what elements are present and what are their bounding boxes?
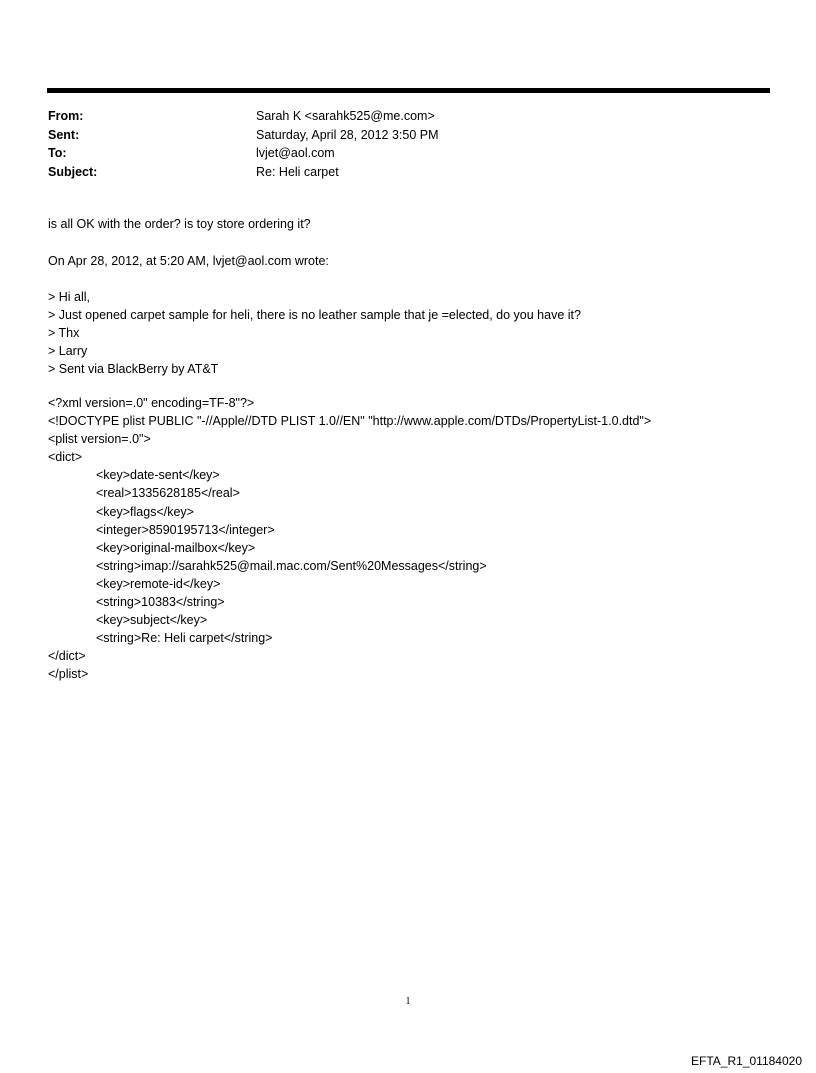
sent-row: [48, 126, 748, 145]
plist-entry: <key>subject</key>: [96, 613, 208, 628]
plist-entry: <string>imap://sarahk525@mail.mac.com/Sent%20Messages</string>: [96, 558, 487, 573]
dict-close: </dict>: [48, 649, 86, 664]
plist-entry: <string>10383</string>: [96, 595, 225, 610]
plist-block: [48, 394, 651, 684]
doctype-line: <!DOCTYPE plist PUBLIC "-//Apple//DTD PLIST 1.0//EN" "http://www.apple.com/DTDs/PropertyList-1.0.dtd">: [48, 414, 652, 429]
xml-declaration: <?xml version=.0" encoding=TF-8"?>: [48, 396, 255, 410]
from-value: Sarah K <sarahk525@me.com>: [256, 109, 435, 123]
to-row: [48, 144, 748, 163]
body-line-2: On Apr 28, 2012, at 5:20 AM, lvjet@aol.com wrote:: [48, 254, 329, 268]
plist-entry: <key>original-mailbox</key>: [96, 540, 256, 555]
body-line-1: is all OK with the order? is toy store ordering it?: [48, 217, 311, 231]
plist-close: </plist>: [48, 667, 89, 682]
quoted-line: > Larry: [48, 344, 88, 358]
page-number: 1: [405, 996, 411, 1007]
sent-value: Saturday, April 28, 2012 3:50 PM: [256, 127, 439, 142]
subject-row: [48, 163, 748, 182]
quoted-line: > Just opened carpet sample for heli, there is no leather sample that je =elected, do you have it?: [48, 308, 581, 322]
quoted-line: > Hi all,: [48, 290, 91, 304]
subject-value: Re: Heli carpet: [256, 164, 339, 179]
to-label: To:: [48, 146, 67, 160]
header-divider: [47, 88, 770, 93]
plist-entry: <key>remote-id</key>: [96, 576, 221, 591]
bates-number: EFTA_R1_01184020: [691, 1054, 802, 1068]
sent-label: Sent:: [48, 127, 80, 142]
quoted-line: > Thx: [48, 326, 80, 340]
quoted-line: > Sent via BlackBerry by AT&T: [48, 362, 219, 376]
dict-open: <dict>: [48, 450, 83, 465]
plist-open: <plist version=.0">: [48, 432, 151, 447]
plist-entry: <real>1335628185</real>: [96, 486, 240, 501]
subject-label: Subject:: [48, 164, 98, 179]
from-label: From:: [48, 109, 84, 123]
from-row: [48, 107, 748, 126]
plist-entry: <key>flags</key>: [96, 504, 194, 519]
plist-entry: <string>Re: Heli carpet</string>: [96, 631, 273, 646]
email-header: [48, 107, 748, 181]
plist-entry: <integer>8590195713</integer>: [96, 522, 275, 537]
plist-entry: <key>date-sent</key>: [96, 468, 220, 483]
to-value: lvjet@aol.com: [256, 146, 335, 160]
